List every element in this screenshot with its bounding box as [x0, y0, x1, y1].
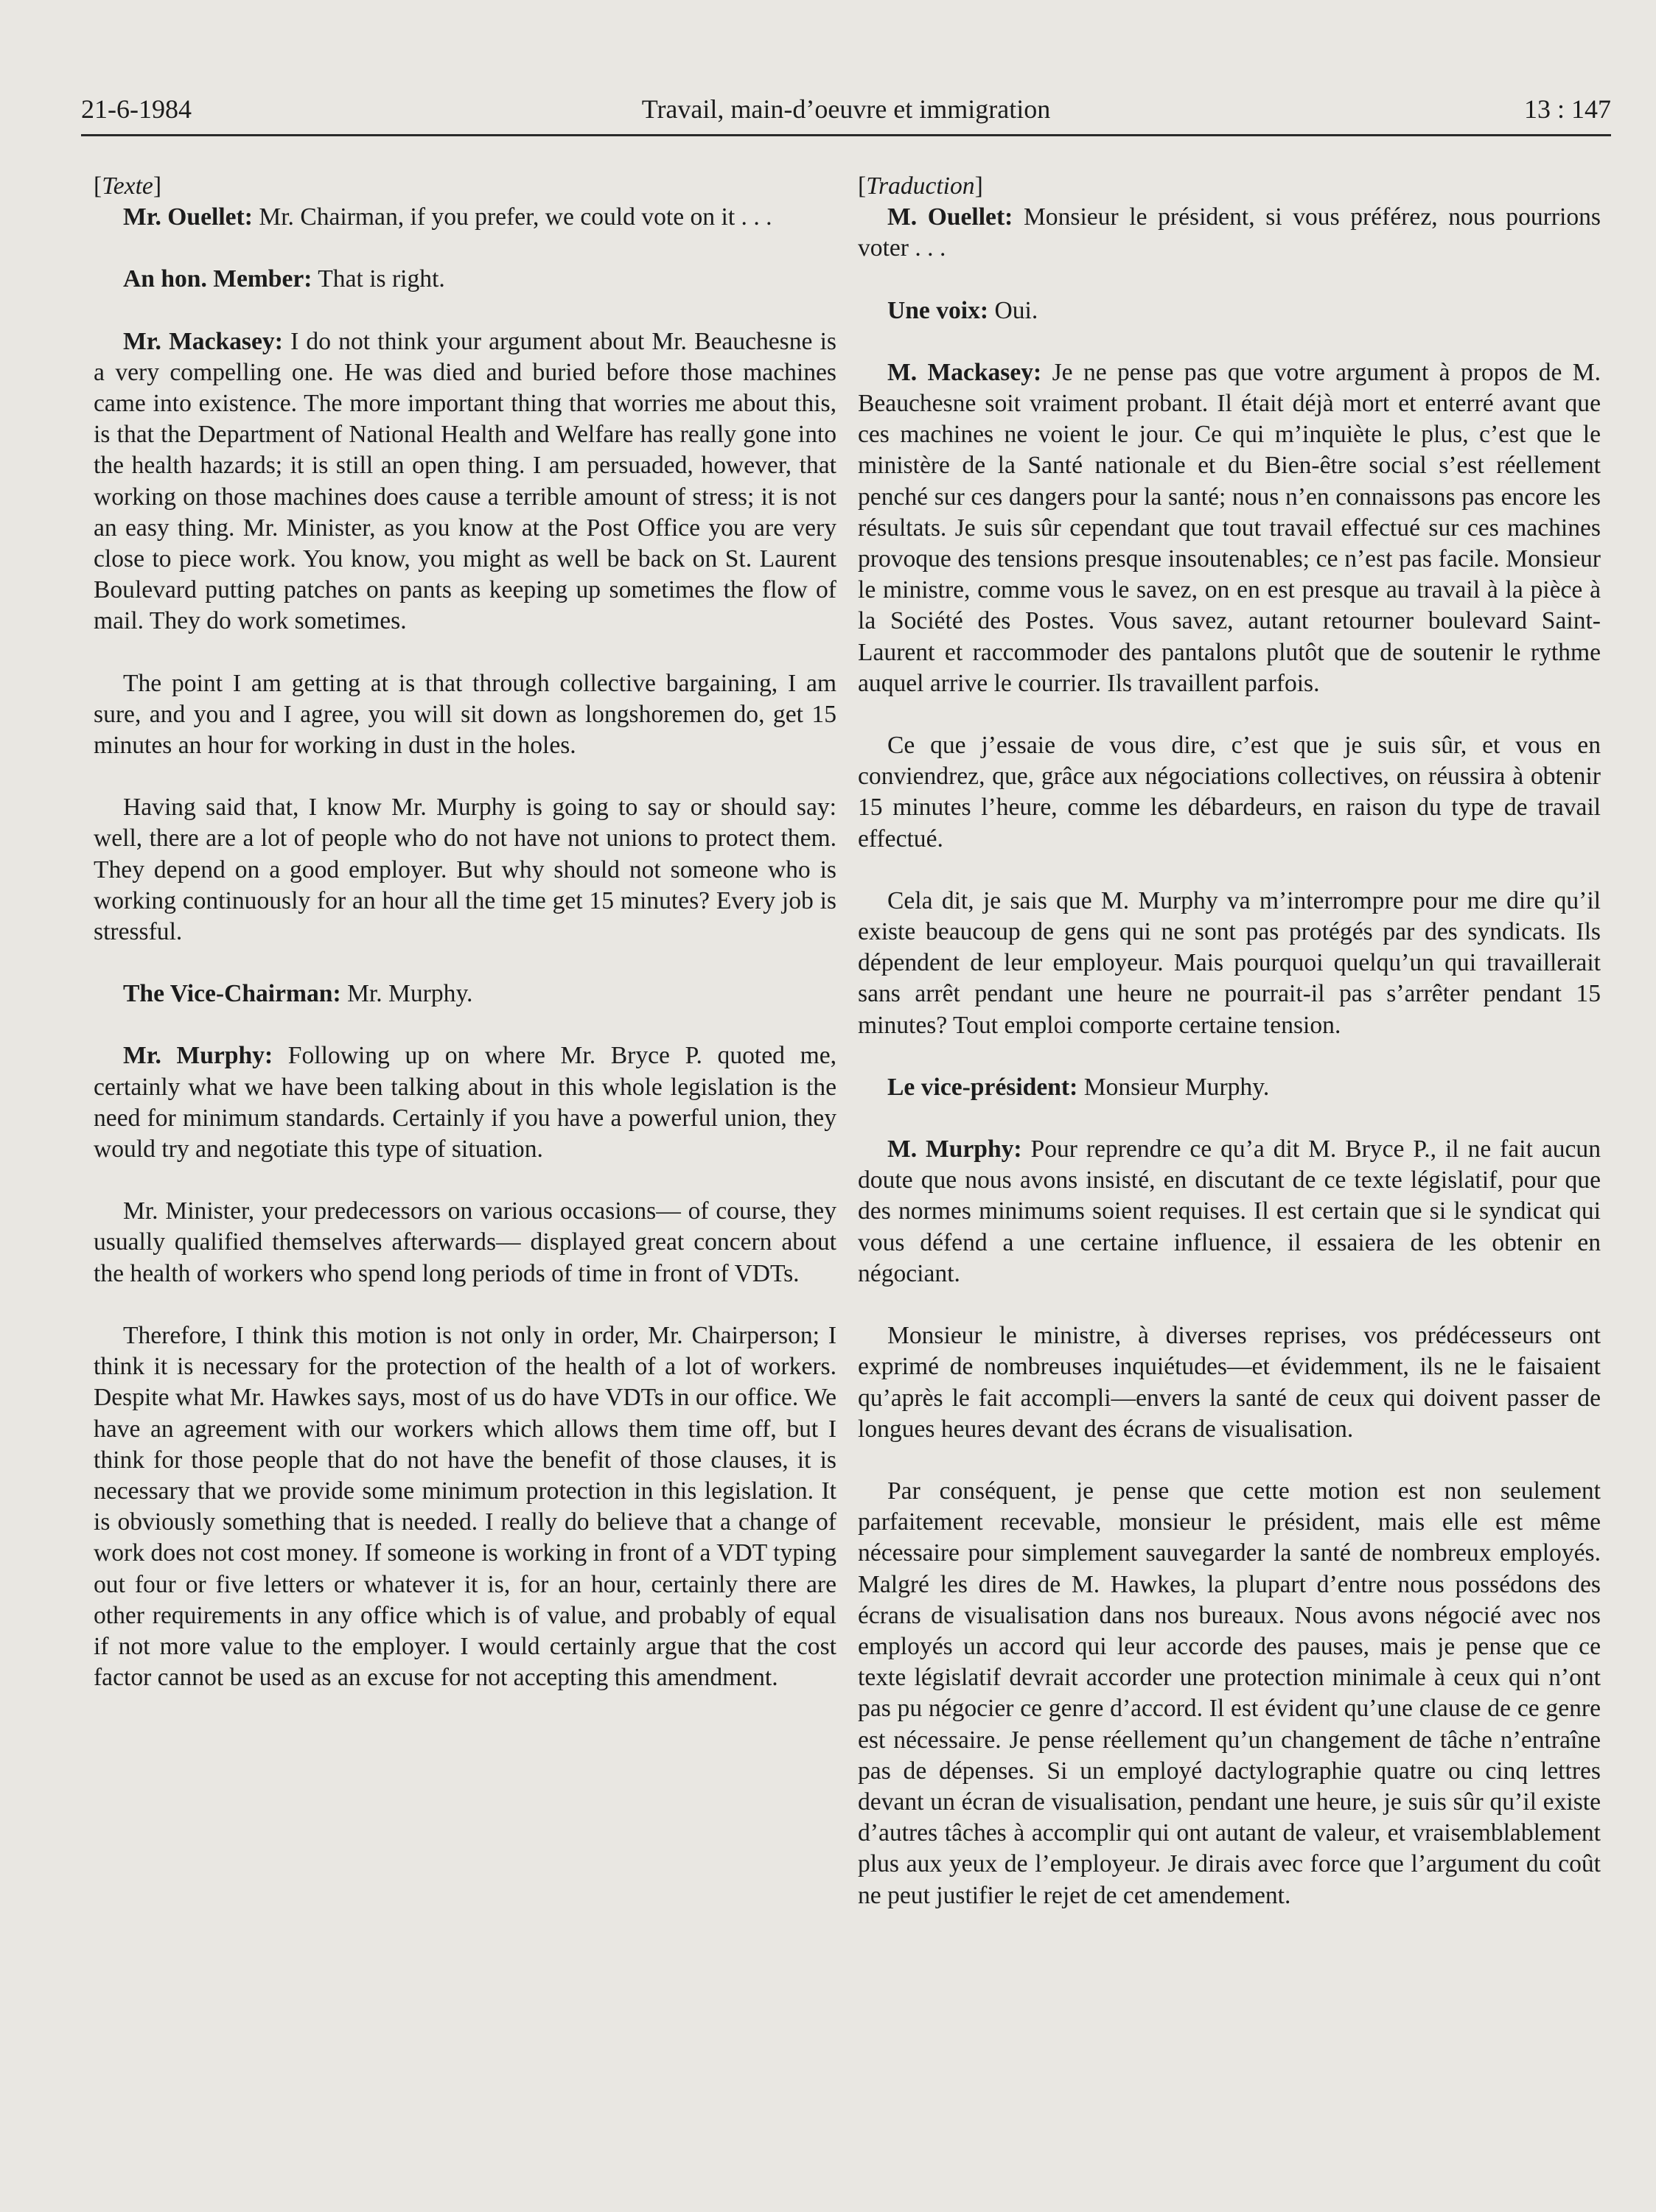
paragraph-text: Monsieur le ministre, à diverses reprises, vos prédécesseurs ont exprimé de nombreuses inquiétudes—et évidemment, ils ne le faisaient qu’après le fait accompli—envers la santé de ceux qui doivent passer de longues heures devant des écrans de visualisation. [858, 1322, 1601, 1443]
header-page-number: 13 : 147 [1523, 94, 1611, 124]
paragraph [94, 202, 836, 233]
paragraph-text: Therefore, I think this motion is not only in order, Mr. Chairperson; I think it is necessary for the protection of the health of a lot of workers. Despite what Mr. Hawkes says, most of us do have VDTs in our office. We have an agreement with our workers which allows them time off, but I think for those people that do not have the benefit of those clauses, it is necessary that we provide some minimum protection in this legislation. It is obviously something that is needed. I really do believe that a change of work does not cost money. If someone is working in front of a VDT typing out four or five letters or whatever it is, for an hour, certainly there are other requirements in any office which is of value, and probably of equal if not more value to the employer. I would certainly argue that the cost factor cannot be used as an excuse for not accepting this amendment. [94, 1321, 836, 1692]
paragraph-text: Ce que j’essaie de vous dire, c’est que je suis sûr, et vous en conviendrez, que, grâce aux négociations collectives, on réussira à obtenir 15 minutes l’heure, comme les débardeurs, en raison du type de travail effectué. [858, 732, 1601, 853]
paragraph [858, 886, 1601, 1041]
paragraph-text: Par conséquent, je pense que cette motion est non seulement parfaitement recevable, monsieur le président, mais elle est même nécessaire pour simplement sauvegarder la santé de nombreux employés. Malgré les dires de M. Hawkes, la plupart d’entre nous possédons des écrans de visualisation dans nos bureaux. Nous avons négocié avec nos employés un accord qui leur accorde des pauses, mais je pense que ce texte législatif devrait accorder une protection minimale à ceux qui n’ont pas pu négocier ce genre d’accord. Il est évident qu’une clause de ce genre est nécessaire. Je pense réellement qu’un changement de tâche n’entraîne pas de dépenses. Si un employé dactylographie quatre ou cinq lettres devant un écran de visualisation, pendant une heure, je suis sûr qu’il existe d’autres tâches à accomplir qui ont autant de valeur, et vraisemblablement plus aux yeux de l’employeur. Je dirais avec force que l’argument du coût ne peut justifier le rejet de cet amendement. [858, 1477, 1601, 1909]
speaker-name: Mr. Mackasey: [123, 327, 283, 355]
paragraph-text: That is right. [318, 265, 445, 293]
paragraph [94, 326, 836, 637]
speaker-name: M. Mackasey: [887, 358, 1042, 386]
speaker-name: Le vice-président: [887, 1073, 1078, 1101]
left-column [94, 171, 836, 1724]
header-date: 21-6-1984 [81, 94, 192, 124]
paragraph [94, 668, 836, 762]
paragraph [94, 979, 836, 1009]
paragraph [858, 1134, 1601, 1289]
speaker-name: Mr. Ouellet: [123, 203, 253, 231]
paragraph-text: Pour reprendre ce qu’a dit M. Bryce P., il ne fait aucun doute que nous avons insisté, en discutant de ce texte législatif, pour que des normes minimums soient requises. Il est certain que si le syndicat qui vous défend a une certaine influence, il essaiera de les obtenir en négociant. [858, 1135, 1601, 1287]
speaker-name: M. Ouellet: [887, 203, 1013, 231]
paragraph-text: Mr. Chairman, if you prefer, we could vote on it . . . [259, 203, 772, 231]
paragraph-text: Oui. [994, 296, 1038, 324]
header-title: Travail, main-d’oeuvre et immigration [641, 94, 1051, 124]
paragraph-text: Monsieur le président, si vous préférez, nous pourrions voter . . . [858, 203, 1601, 262]
column-tag: [Texte] [94, 172, 162, 200]
paragraph [94, 1040, 836, 1165]
paragraph [858, 1320, 1601, 1445]
paragraph [858, 357, 1601, 699]
paragraph-text: Cela dit, je sais que M. Murphy va m’interrompre pour me dire qu’il existe beaucoup de gens qui ne sont pas protégés par des syndicats. Ils dépendent de leur employeur. Mais pourquoi quelqu’un qui travaillerait sans arrêt pendant une heure ne pourrait-il pas s’arrêter pendant 15 minutes? Tout emploi comporte certaine tension. [858, 886, 1601, 1039]
column-tag: [Traduction] [858, 172, 983, 200]
paragraph [94, 1196, 836, 1289]
speaker-name: Une voix: [887, 296, 989, 324]
paragraph-text: The point I am getting at is that through collective bargaining, I am sure, and you and I agree, you will sit down as longshoremen do, get 15 minutes an hour for working in dust in the holes. [94, 669, 836, 760]
page-header [81, 87, 1611, 131]
paragraph-text: Following up on where Mr. Bryce P. quoted me, certainly what we have been talking about in this whole legislation is the need for minimum standards. Certainly if you have a powerful union, they would try and negotiate this type of situation. [94, 1042, 836, 1163]
paragraph [94, 792, 836, 948]
speaker-name: An hon. Member: [123, 265, 312, 293]
paragraph [858, 202, 1601, 264]
paragraph [94, 264, 836, 295]
paragraph-text: I do not think your argument about Mr. Beauchesne is a very compelling one. He was died and buried before those machines came into existence. The more important thing that worries me about this, is that the Department of National Health and Welfare has really gone into the health hazards; it is still an open thing. I am persuaded, however, that working on those machines does cause a terrible amount of stress; it is not an easy thing. Mr. Minister, as you know at the Post Office you are very close to piece work. You know, you might as well be back on St. Laurent Boulevard putting patches on pants as keeping up sometimes the flow of mail. They do work sometimes. [94, 327, 836, 635]
paragraph [858, 730, 1601, 855]
header-rule [81, 134, 1611, 136]
paragraph-text: Je ne pense pas que votre argument à propos de M. Beauchesne soit vraiment probant. Il était déjà mort et enterré avant que ces machines ne voient le jour. Ce qui m’inquiète le plus, c’est que le ministère de la Santé nationale et du Bien-être social s’est réellement penché sur ces dangers pour la santé; nous n’en connaissons pas encore les résultats. Je suis sûr cependant que tout travail effectué sur ces machines provoque des tensions presque insoutenables; ce n’est pas facile. Monsieur le ministre, comme vous le savez, on en est presque au travail à la pièce à la Société des Postes. Vous savez, autant retourner boulevard Saint-Laurent et raccommoder des pantalons plutôt que de soutenir le rythme auquel arrive le courrier. Ils travaillent parfois. [858, 358, 1601, 697]
paragraph [858, 1072, 1601, 1103]
speaker-name: M. Murphy: [887, 1135, 1022, 1163]
paragraph-text: Mr. Minister, your predecessors on various occasions— of course, they usually qualified themselves afterwards— displayed great concern about the health of workers who spend long periods of time in front of VDTs. [94, 1197, 836, 1287]
speaker-name: The Vice-Chairman: [123, 980, 341, 1008]
paragraph-text: Monsieur Murphy. [1083, 1073, 1270, 1101]
paragraph-text: Mr. Murphy. [347, 980, 473, 1008]
right-column [858, 171, 1601, 1942]
speaker-name: Mr. Murphy: [123, 1042, 273, 1070]
paragraph [858, 295, 1601, 326]
paragraph [94, 1320, 836, 1693]
paragraph [858, 1476, 1601, 1911]
paragraph-text: Having said that, I know Mr. Murphy is going to say or should say: well, there are a lot of people who do not have not unions to protect them. They depend on a good employer. But why should not someone who is working continuously for an hour all the time get 15 minutes? Every job is stressful. [94, 794, 836, 946]
